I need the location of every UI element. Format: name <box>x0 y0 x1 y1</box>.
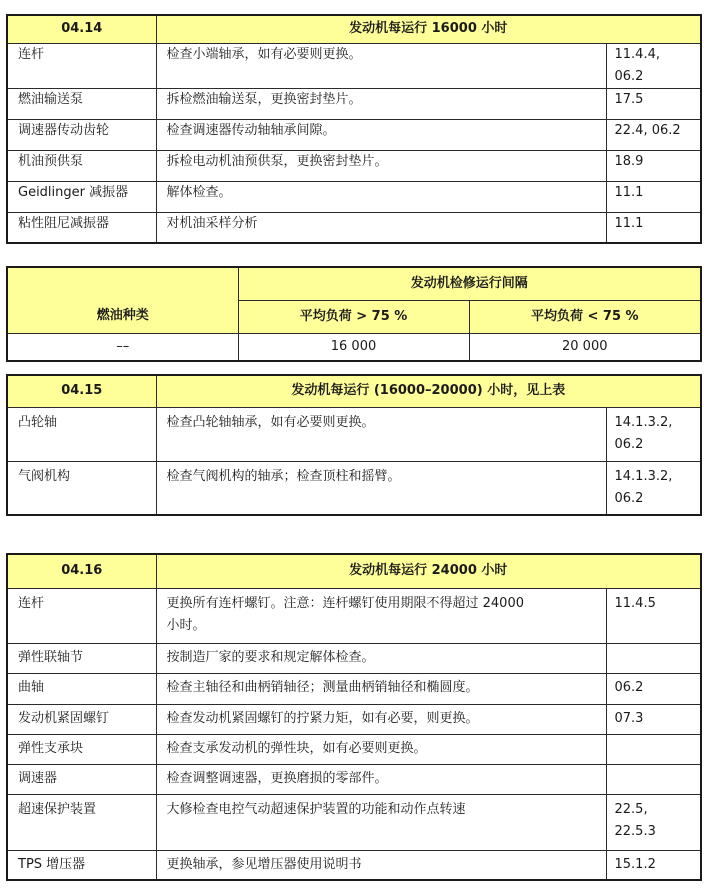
reference: 06.2 <box>606 673 701 704</box>
load-high-header: 平均负荷 > 75 % <box>238 300 469 333</box>
interval-title: 发动机检修运行间隔 <box>238 267 701 300</box>
maintenance-action <box>156 588 606 643</box>
part-name: 弹性联轴节 <box>7 643 156 673</box>
reference <box>606 734 701 764</box>
fuel-type-value: –– <box>7 333 238 361</box>
section-title: 发动机每运行 16000 小时 <box>156 15 701 43</box>
reference-line: 06.2 <box>614 436 644 452</box>
reference: 11.4.5 <box>606 588 701 643</box>
part-name: 弹性支承块 <box>7 734 156 764</box>
action-line: 更换所有连杆螺钉。注意：连杆螺钉使用期限不得超过 24000 <box>166 595 524 611</box>
maintenance-action: 检查调速器传动轴轴承间隙。 <box>156 119 606 150</box>
maintenance-action: 检查支承发动机的弹性块，如有必要则更换。 <box>156 734 606 764</box>
maintenance-table-0416 <box>6 553 702 881</box>
part-name: 机油预供泵 <box>7 150 156 181</box>
part-name: 燃油输送泵 <box>7 88 156 119</box>
maintenance-action: 解体检查。 <box>156 181 606 212</box>
reference-line: 22.5.3 <box>614 823 656 839</box>
maintenance-action: 按制造厂家的要求和规定解体检查。 <box>156 643 606 673</box>
reference: 15.1.2 <box>606 850 701 880</box>
part-name: 凸轮轴 <box>7 407 156 461</box>
reference <box>606 794 701 850</box>
part-name: 连杆 <box>7 43 156 88</box>
maintenance-action: 大修检查电控气动超速保护装置的功能和动作点转速 <box>156 794 606 850</box>
maintenance-action: 拆检电动机油预供泵，更换密封垫片。 <box>156 150 606 181</box>
reference: 11.4.4, 06.2 <box>606 43 701 88</box>
part-name: 曲轴 <box>7 673 156 704</box>
reference: 11.1 <box>606 212 701 243</box>
overhaul-interval-table <box>6 266 702 362</box>
load-low-header: 平均负荷 < 75 % <box>469 300 701 333</box>
reference: 22.4, 06.2 <box>606 119 701 150</box>
section-title: 发动机每运行 24000 小时 <box>156 554 701 588</box>
part-name: 调速器 <box>7 764 156 794</box>
part-name: Geidlinger 减振器 <box>7 181 156 212</box>
maintenance-action: 检查主轴径和曲柄销轴径；测量曲柄销轴径和椭圆度。 <box>156 673 606 704</box>
part-name: 发动机紧固螺钉 <box>7 704 156 734</box>
maintenance-table-0415 <box>6 374 702 516</box>
section-title: 发动机每运行 (16000–20000) 小时，见上表 <box>156 375 701 407</box>
maintenance-action: 检查调整调速器，更换磨损的零部件。 <box>156 764 606 794</box>
part-name: 超速保护装置 <box>7 794 156 850</box>
part-name: 气阀机构 <box>7 461 156 515</box>
reference-line: 22.5, <box>614 801 648 817</box>
reference <box>606 764 701 794</box>
part-name: 调速器传动齿轮 <box>7 119 156 150</box>
load-low-value: 20 000 <box>469 333 701 361</box>
reference-line: 06.2 <box>614 490 644 506</box>
reference-line: 14.1.3.2, <box>614 468 673 484</box>
maintenance-action: 检查气阀机构的轴承；检查顶柱和摇臂。 <box>156 461 606 515</box>
blank-header-cell <box>7 267 238 300</box>
part-name: 粘性阻尼减振器 <box>7 212 156 243</box>
reference: 17.5 <box>606 88 701 119</box>
reference <box>606 407 701 461</box>
action-line: 小时。 <box>166 617 206 633</box>
reference: 18.9 <box>606 150 701 181</box>
reference-line: 14.1.3.2, <box>614 414 673 430</box>
part-name: TPS 增压器 <box>7 850 156 880</box>
maintenance-action: 检查小端轴承，如有必要则更换。 <box>156 43 606 88</box>
part-name: 连杆 <box>7 588 156 643</box>
reference <box>606 643 701 673</box>
maintenance-action: 更换轴承，参见增压器使用说明书 <box>156 850 606 880</box>
fuel-type-header: 燃油种类 <box>7 300 238 333</box>
maintenance-action: 对机油采样分析 <box>156 212 606 243</box>
reference <box>606 461 701 515</box>
load-high-value: 16 000 <box>238 333 469 361</box>
maintenance-action: 拆检燃油输送泵，更换密封垫片。 <box>156 88 606 119</box>
section-number: 04.14 <box>7 15 156 43</box>
section-number: 04.15 <box>7 375 156 407</box>
reference: 07.3 <box>606 704 701 734</box>
maintenance-table-0414 <box>6 14 702 244</box>
section-number: 04.16 <box>7 554 156 588</box>
maintenance-action: 检查发动机紧固螺钉的拧紧力矩，如有必要，则更换。 <box>156 704 606 734</box>
reference: 11.1 <box>606 181 701 212</box>
maintenance-action: 检查凸轮轴轴承，如有必要则更换。 <box>156 407 606 461</box>
